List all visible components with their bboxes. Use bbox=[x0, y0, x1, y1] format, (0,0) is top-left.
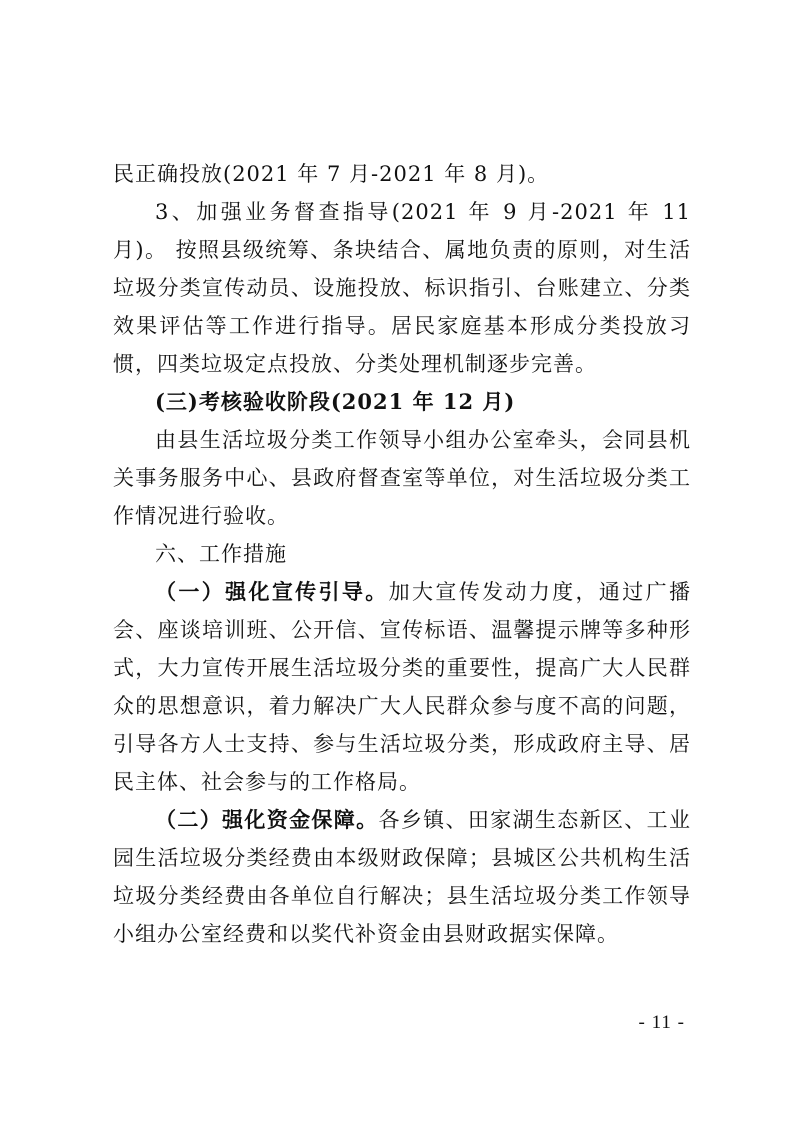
paragraph-acceptance: 由县生活垃圾分类工作领导小组办公室牵头，会同县机关事务服务中心、县政府督查室等单位，对生活垃圾分类工作情况进行验收。 bbox=[113, 428, 691, 528]
heading-work-measures: 六、工作措施 bbox=[155, 542, 287, 566]
heading-acceptance-stage: (三)考核验收阶段(2021 年 12 月) bbox=[155, 389, 516, 414]
measure-body-funding: 各乡镇、田家湖生态新区、工业园生活垃圾分类经费由本级财政保障；县城区公共机构生活垃圾分类经费由各单位自行解决；县生活垃圾分类工作领导小组办公室经费和以奖代补资金由县财政据实保障。 bbox=[113, 808, 692, 946]
paragraph-supervision: 3、加强业务督查指导(2021 年 9 月-2021 年 11 月)。 按照县级统筹、条块结合、属地负责的原则，对生活垃圾分类宣传动员、设施投放、标识指引、台账建立、分类效果评估等工作进行指导。居民家庭基本形成分类投放习惯，四类垃圾定点投放、分类处理机制逐步完善。 bbox=[113, 200, 691, 376]
measure-title-funding: （二）强化资金保障。 bbox=[155, 807, 379, 832]
measure-title-publicity: （一）强化宣传引导。 bbox=[155, 579, 389, 604]
page-number: - 11 - bbox=[638, 1012, 685, 1033]
measure-body-publicity: 加大宣传发动力度，通过广播会、座谈培训班、公开信、宣传标语、温馨提示牌等多种形式，大力宣传开展生活垃圾分类的重要性，提高广大人民群众的思想意识，着力解决广大人民群众参与度不高的问题，引导各方人士支持、参与生活垃圾分类，形成政府主导、居民主体、社会参与的工作格局。 bbox=[113, 580, 692, 794]
paragraph-funding bbox=[113, 801, 691, 953]
document-body bbox=[113, 155, 691, 953]
paragraph-publicity bbox=[113, 573, 691, 801]
paragraph-continuation: 民正确投放(2021 年 7 月-2021 年 8 月)。 bbox=[113, 162, 550, 186]
